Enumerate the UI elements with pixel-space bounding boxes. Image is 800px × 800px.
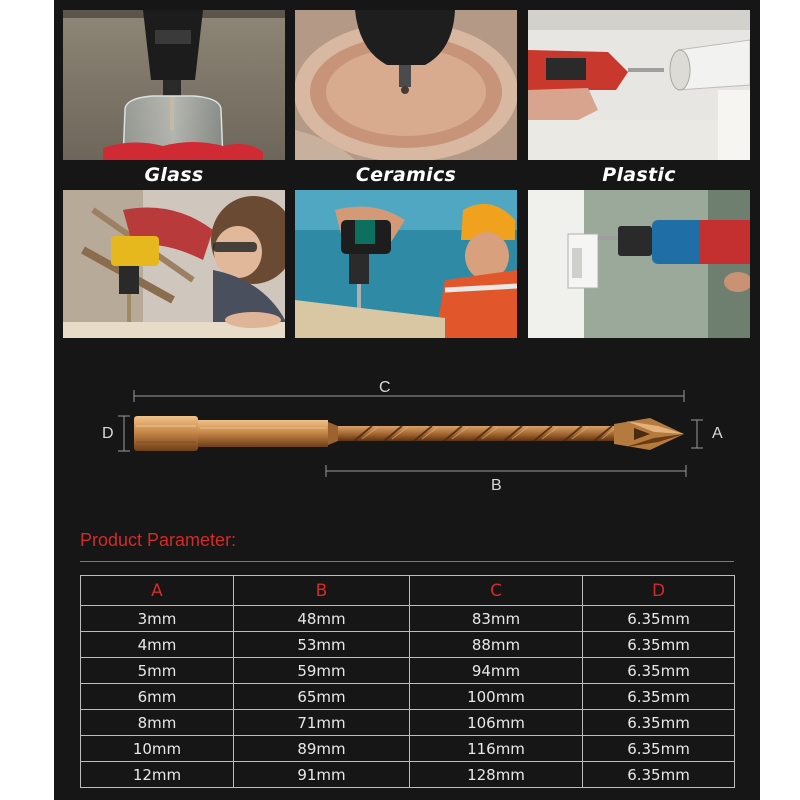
column-header-a: A: [81, 576, 234, 606]
cell-a: 8mm: [81, 710, 234, 736]
cell-a: 5mm: [81, 658, 234, 684]
cell-b: 65mm: [234, 684, 410, 710]
column-header-c: C: [410, 576, 583, 606]
dimension-label-d: D: [102, 425, 114, 442]
table-row: [81, 632, 735, 658]
cell-b: 89mm: [234, 736, 410, 762]
cell-c: 94mm: [410, 658, 583, 684]
cell-c: 106mm: [410, 710, 583, 736]
material-label-glass: Glass: [144, 164, 204, 186]
worker-drilling-board-photo: [295, 190, 517, 338]
cell-a: 6mm: [81, 684, 234, 710]
table-row: [81, 606, 735, 632]
drill-glass-jar-photo: [63, 10, 285, 160]
cell-c: 100mm: [410, 684, 583, 710]
cell-a: 12mm: [81, 762, 234, 788]
cell-a: 4mm: [81, 632, 234, 658]
cell-c: 128mm: [410, 762, 583, 788]
cell-b: 53mm: [234, 632, 410, 658]
cell-d: 6.35mm: [583, 684, 735, 710]
material-label-plastic: Plastic: [602, 164, 676, 186]
table-row: [81, 658, 735, 684]
cell-c: 88mm: [410, 632, 583, 658]
column-header-b: B: [234, 576, 410, 606]
drill-bit-diagram: [54, 360, 760, 510]
cell-b: 59mm: [234, 658, 410, 684]
cell-a: 3mm: [81, 606, 234, 632]
product-parameter-title: Product Parameter:: [80, 530, 237, 550]
woman-drilling-wood-photo: [63, 190, 285, 338]
cell-d: 6.35mm: [583, 632, 735, 658]
drill-bit: [134, 416, 684, 451]
cell-d: 6.35mm: [583, 736, 735, 762]
parameter-table: [80, 575, 735, 788]
title-divider: [80, 561, 734, 562]
cell-b: 91mm: [234, 762, 410, 788]
drill-ceramic-plate-photo: [295, 10, 517, 160]
table-header-row: [81, 576, 735, 606]
dimension-label-a: A: [712, 425, 723, 442]
drill-wall-bracket-photo: [528, 190, 750, 338]
cell-c: 83mm: [410, 606, 583, 632]
material-label-ceramics: Ceramics: [355, 164, 457, 186]
table-row: [81, 710, 735, 736]
cell-a: 10mm: [81, 736, 234, 762]
dimension-label-b: B: [491, 477, 502, 494]
cell-d: 6.35mm: [583, 606, 735, 632]
dimension-label-c: C: [379, 379, 391, 396]
cell-d: 6.35mm: [583, 710, 735, 736]
drill-plastic-pipe-photo: [528, 10, 750, 160]
table-row: [81, 762, 735, 788]
table-row: [81, 684, 735, 710]
table-row: [81, 736, 735, 762]
cell-c: 116mm: [410, 736, 583, 762]
cell-d: 6.35mm: [583, 658, 735, 684]
cell-b: 71mm: [234, 710, 410, 736]
cell-b: 48mm: [234, 606, 410, 632]
cell-d: 6.35mm: [583, 762, 735, 788]
column-header-d: D: [583, 576, 735, 606]
